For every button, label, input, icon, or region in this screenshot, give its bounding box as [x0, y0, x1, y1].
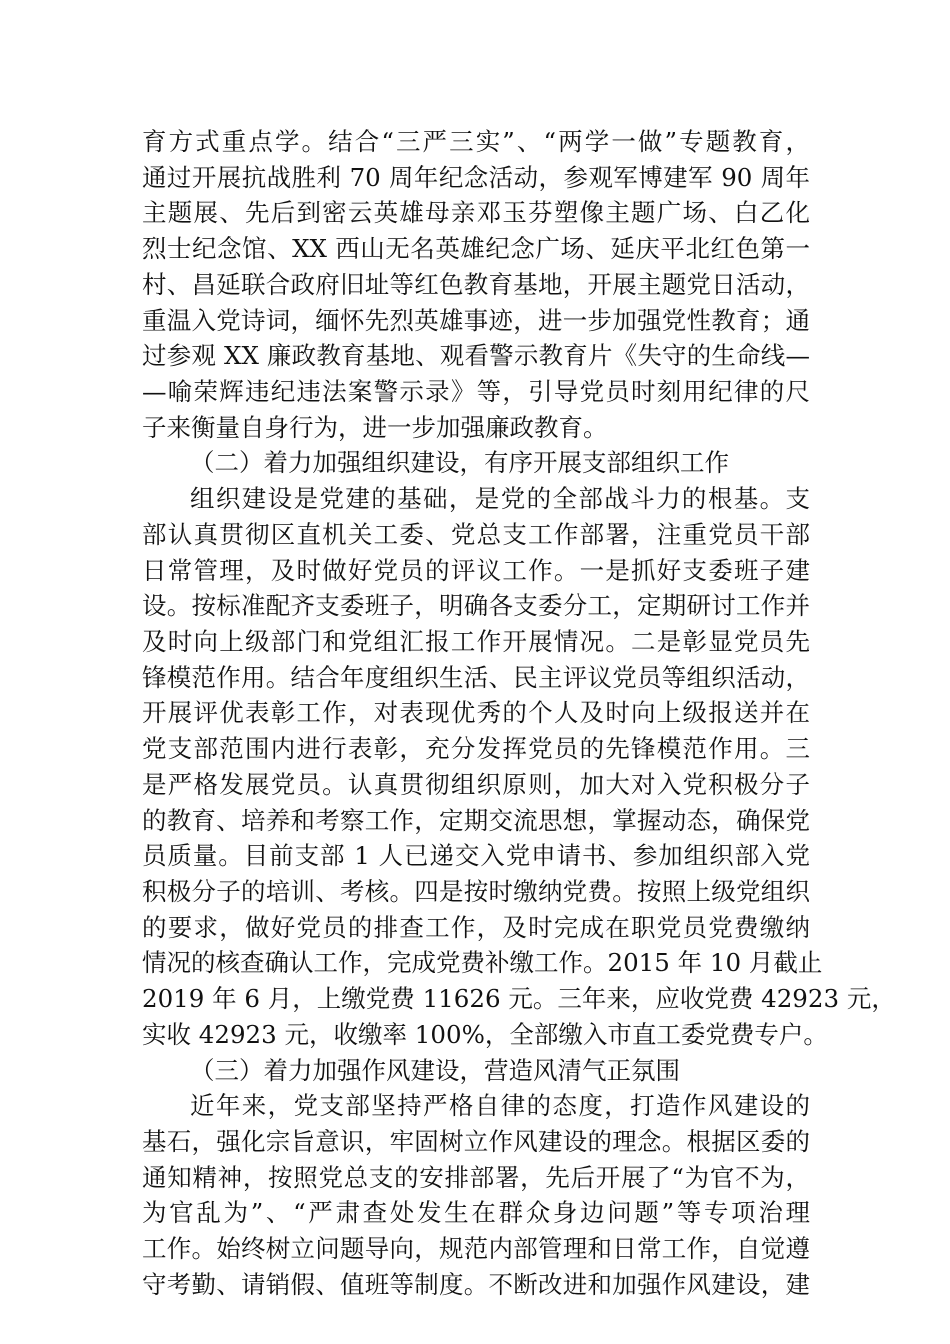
text-line: 为官乱为”、“严肃查处发生在群众身边问题”等专项治理 [142, 1198, 810, 1227]
text-line: 烈士纪念馆、XX 西山无名英雄纪念广场、延庆平北红色第一 [142, 234, 810, 263]
text-line: 主题展、先后到密云英雄母亲邓玉芬塑像主题广场、白乙化 [142, 198, 810, 227]
text-line: 及时向上级部门和党组汇报工作开展情况。二是彰显党员先 [142, 627, 810, 656]
text-line: 是严格发展党员。认真贯彻组织原则，加大对入党积极分子 [142, 770, 810, 799]
text-line: 通知精神，按照党总支的安排部署，先后开展了“为官不为， [142, 1163, 810, 1192]
text-line: 设。按标准配齐支委班子，明确各支委分工，定期研讨工作并 [142, 591, 810, 620]
text-line: 的要求，做好党员的排查工作，及时完成在职党员党费缴纳 [142, 913, 810, 942]
paragraph-first-line: 近年来，党支部坚持严格自律的态度，打造作风建设的 [190, 1091, 810, 1120]
text-line: 部认真贯彻区直机关工委、党总支工作部署，注重党员干部 [142, 520, 810, 549]
text-line: 积极分子的培训、考核。四是按时缴纳党费。按照上级党组织 [142, 877, 810, 906]
text-line: 2019 年 6 月，上缴党费 11626 元。三年来，应收党费 42923 元， [142, 984, 896, 1013]
text-line: 日常管理，及时做好党员的评议工作。一是抓好支委班子建 [142, 556, 810, 585]
text-line: 过参观 XX 廉政教育基地、观看警示教育片《失守的生命线— [142, 341, 810, 370]
paragraph-last-line: 实收 42923 元，收缴率 100%，全部缴入市直工委党费专户。 [142, 1020, 828, 1049]
text-line: —喻荣辉违纪违法案警示录》等，引导党员时刻用纪律的尺 [142, 377, 810, 406]
text-line: 情况的核查确认工作，完成党费补缴工作。2015 年 10 月截止 [142, 948, 823, 977]
text-line: 村、昌延联合政府旧址等红色教育基地，开展主题党日活动， [142, 270, 810, 299]
section-heading-2: （二）着力加强组织建设，有序开展支部组织工作 [190, 448, 729, 477]
text-line: 育方式重点学。结合“三严三实”、“两学一做”专题教育， [142, 127, 810, 156]
text-line: 通过开展抗战胜利 70 周年纪念活动，参观军博建军 90 周年 [142, 163, 810, 192]
text-line: 工作。始终树立问题导向，规范内部管理和日常工作，自觉遵 [142, 1234, 810, 1263]
text-line: 重温入党诗词，缅怀先烈英雄事迹，进一步加强党性教育；通 [142, 306, 810, 335]
text-line: 基石，强化宗旨意识，牢固树立作风建设的理念。根据区委的 [142, 1127, 810, 1156]
text-line: 守考勤、请销假、值班等制度。不断改进和加强作风建设，建 [142, 1270, 810, 1299]
text-line: 的教育、培养和考察工作，定期交流思想，掌握动态，确保党 [142, 806, 810, 835]
section-heading-3: （三）着力加强作风建设，营造风清气正氛围 [190, 1056, 680, 1085]
paragraph-last-line: 子来衡量自身行为，进一步加强廉政教育。 [142, 413, 608, 442]
text-line: 员质量。目前支部 1 人已递交入党申请书、参加组织部入党 [142, 841, 810, 870]
paragraph-first-line: 组织建设是党建的基础，是党的全部战斗力的根基。支 [190, 484, 810, 513]
text-line: 锋模范作用。结合年度组织生活、民主评议党员等组织活动， [142, 663, 810, 692]
text-line: 党支部范围内进行表彰，充分发挥党员的先锋模范作用。三 [142, 734, 810, 763]
text-line: 开展评优表彰工作，对表现优秀的个人及时向上级报送并在 [142, 698, 810, 727]
